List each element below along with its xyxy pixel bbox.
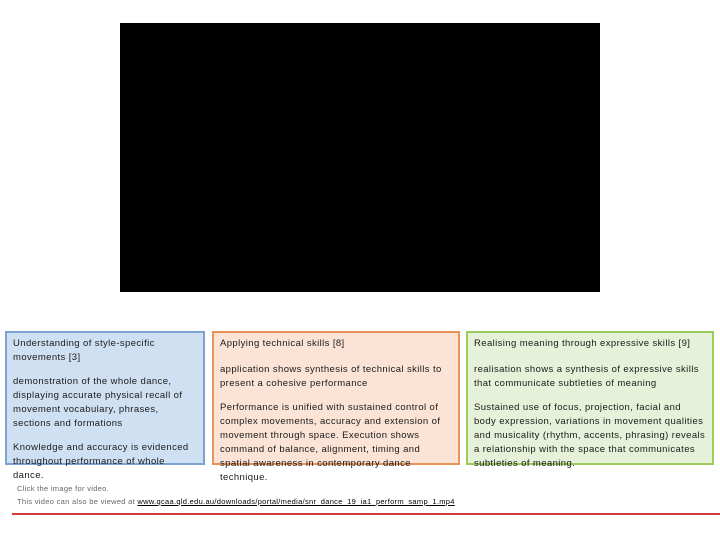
card-evidence: Knowledge and accuracy is evidenced throughout performance of whole dance.: [13, 442, 189, 481]
card-descriptor: realisation shows a synthesis of expressive skills that communicate subtleties of meaning: [474, 364, 699, 389]
footer-rule: [12, 513, 720, 515]
click-instruction: Click the image for video.: [17, 484, 110, 493]
card-heading: Realising meaning through expressive skills [9]: [474, 338, 691, 349]
video-thumbnail[interactable]: [120, 23, 600, 292]
card-heading: Understanding of style-specific movements [3]: [13, 338, 155, 363]
card-descriptor: demonstration of the whole dance, displaying accurate physical recall of movement vocabulary, phrases, sections and formations: [13, 376, 183, 429]
criterion-card-technical-skills: [212, 331, 460, 483]
card-evidence: Performance is unified with sustained control of complex movements, accuracy and extension of movement through space. Execution shows command of balance, alignment, timing and spatial awareness in contemporary dance technique.: [220, 402, 441, 483]
card-descriptor: application shows synthesis of technical skills to present a cohesive performance: [220, 364, 442, 389]
video-link-note: [17, 497, 455, 506]
video-link-prefix: This video can also be viewed at: [17, 497, 138, 506]
video-link[interactable]: www.qcaa.qld.edu.au/downloads/portal/media/snr_dance_19_ia1_perform_samp_1.mp4: [137, 497, 455, 506]
criterion-card-expressive-skills: [466, 331, 714, 469]
card-evidence: Sustained use of focus, projection, facial and body expression, variations in movement qualities and musicality (rhythm, accents, phrasing) reveals a relationship with the space that communicates subtleties of meaning.: [474, 402, 706, 469]
criterion-card-style-specific: [5, 331, 205, 481]
card-heading: Applying technical skills [8]: [220, 338, 345, 349]
